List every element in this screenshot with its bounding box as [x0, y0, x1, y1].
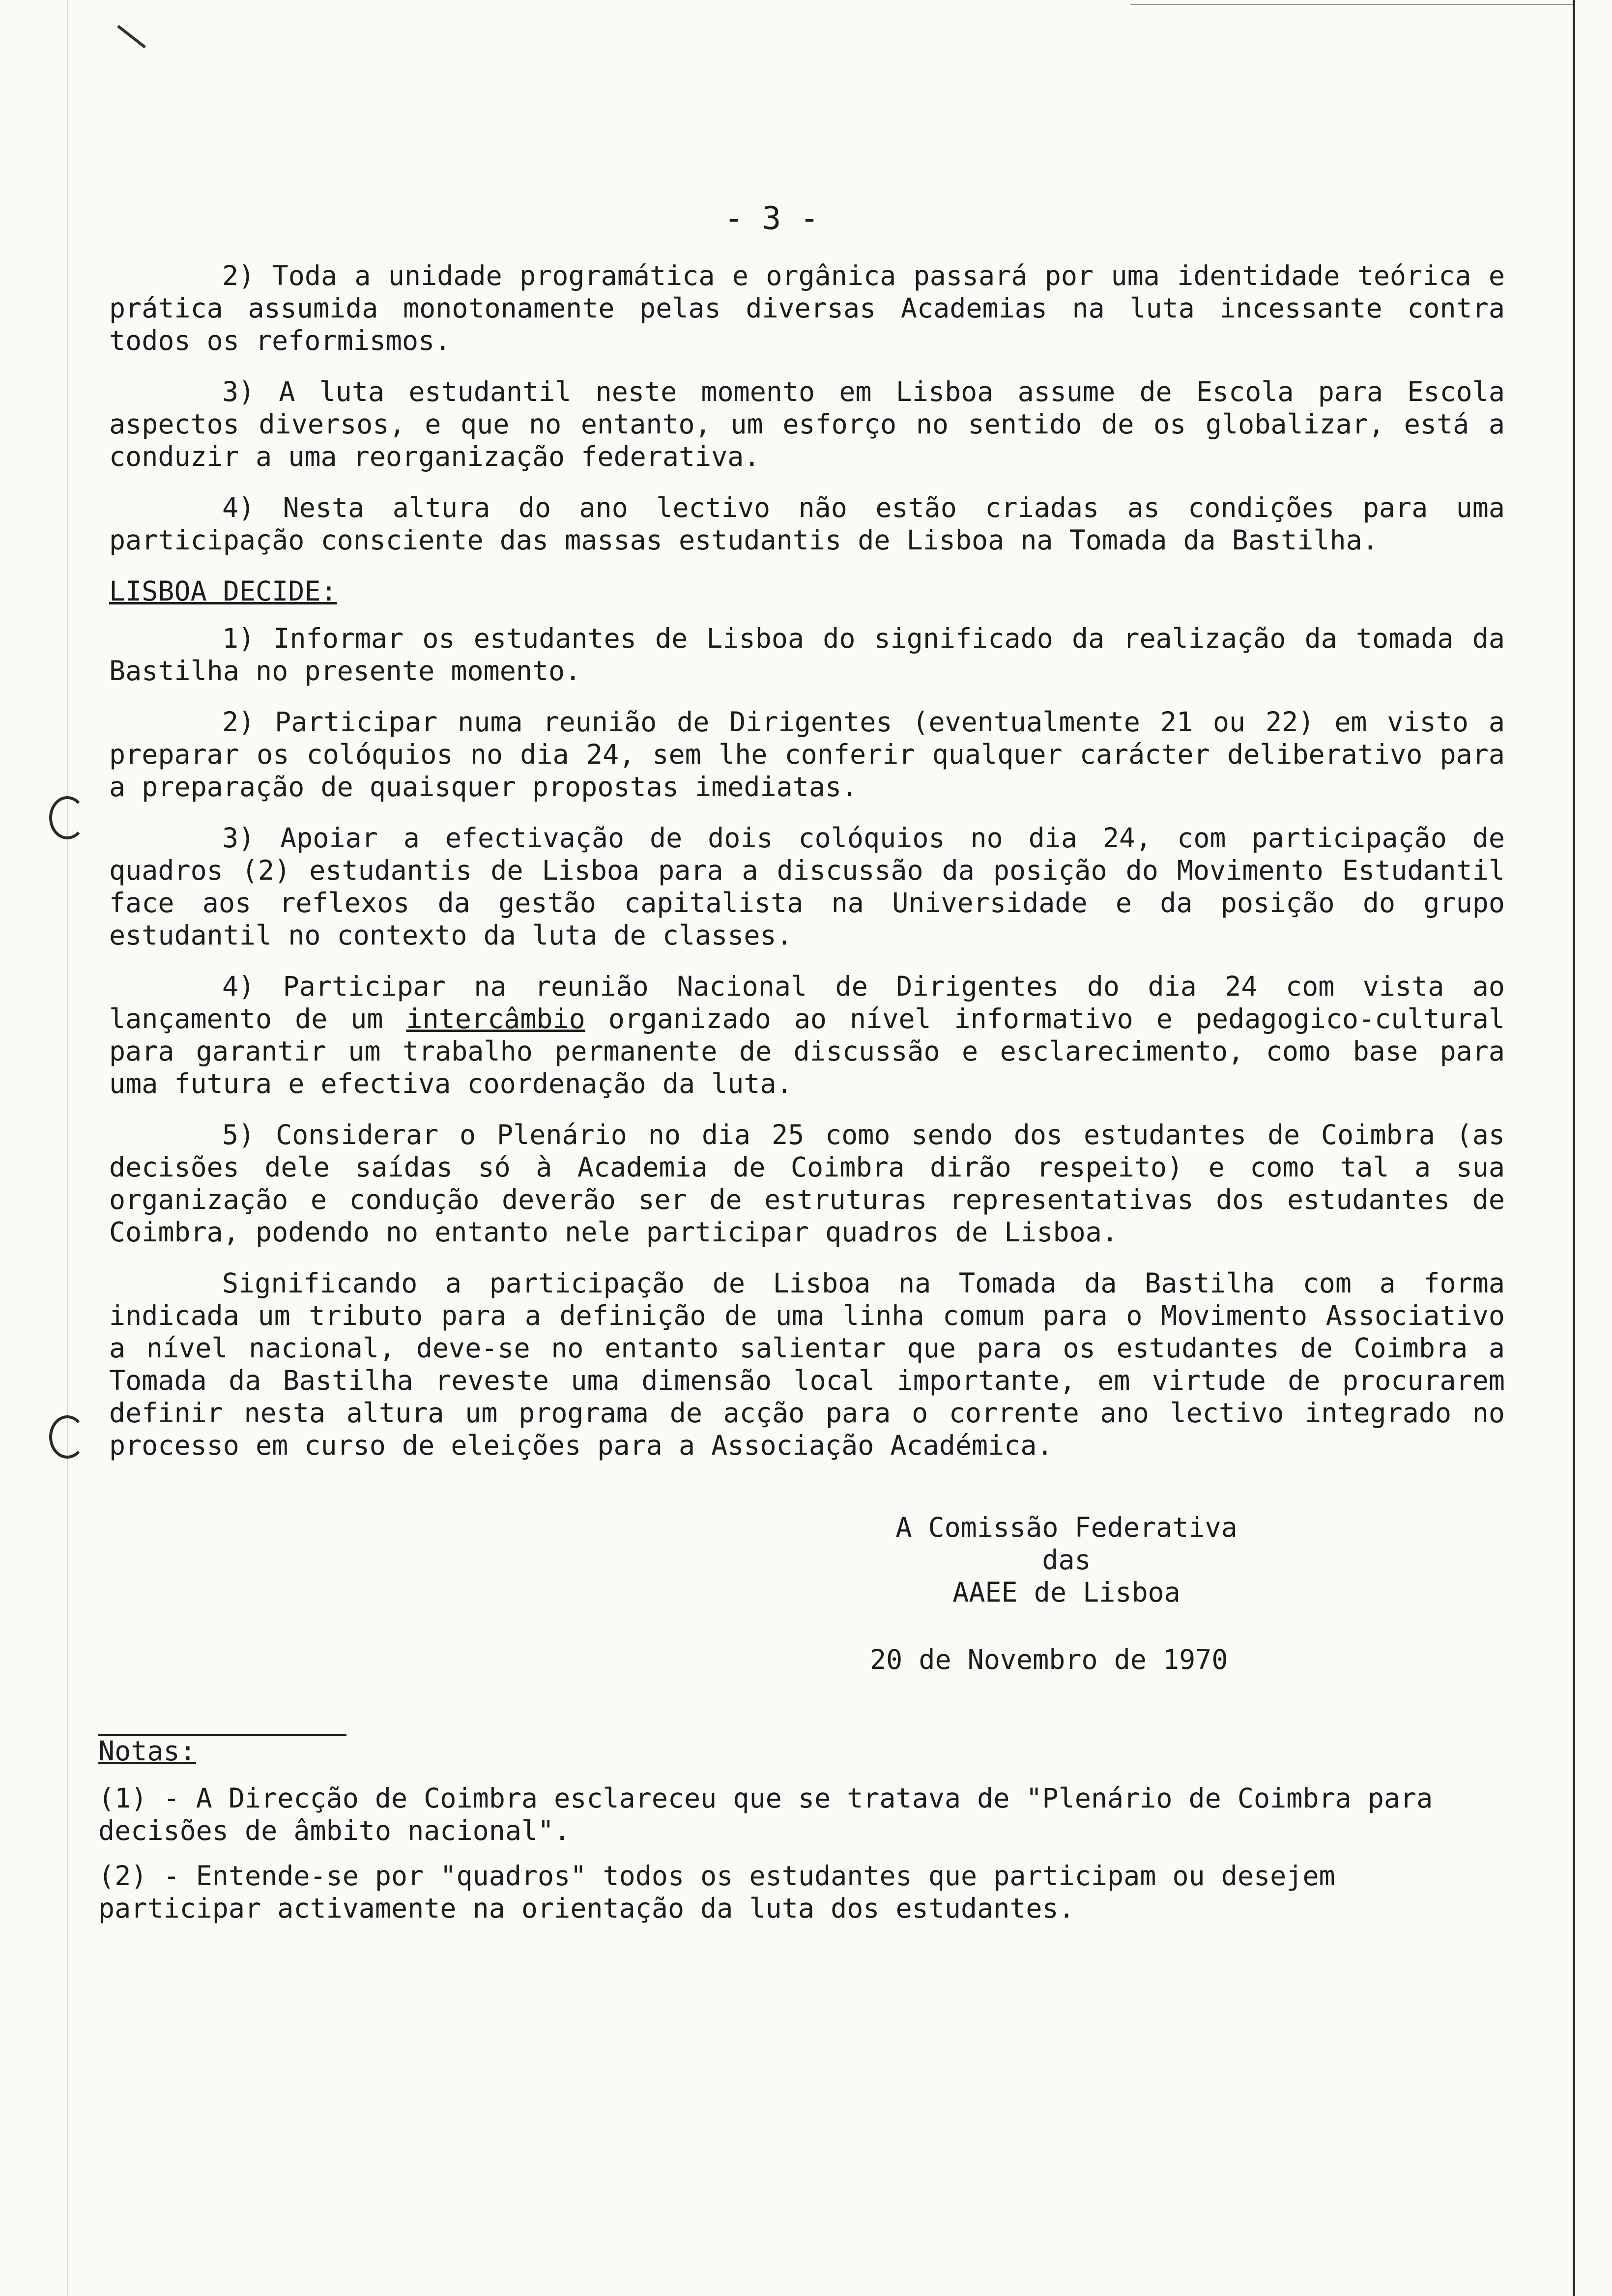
paragraph: 2) Toda a unidade programática e orgânica passará por uma identidade teórica e prática assumida monotonamente pelas diversas Academias na luta incessante contra todos os reformismos. — [109, 260, 1505, 356]
notes-section — [98, 1735, 1509, 1937]
decision-item: 1) Informar os estudantes de Lisboa do significado da realização da tomada da Bastilha no presente momento. — [109, 623, 1505, 687]
notes-title: Notas: — [98, 1735, 196, 1767]
footnote: (1) - A Direcção de Coimbra esclareceu que se tratava de "Plenário de Coimbra para decisões de âmbito nacional". — [98, 1782, 1433, 1846]
body-text — [109, 259, 1505, 1480]
document-date: 20 de Novembro de 1970 — [870, 1644, 1228, 1675]
paragraph: 3) A luta estudantil neste momento em Lisboa assume de Escola para Escola aspectos diversos, e que no entanto, um esforço no sentido de os globalizar, está a conduzir a uma reorganização federativa. — [109, 376, 1505, 472]
signature-line: AAEE de Lisboa — [952, 1577, 1180, 1608]
decision-item — [109, 970, 1505, 1100]
page-number: - 3 - — [724, 201, 819, 237]
footnote: (2) - Entende-se por "quadros" todos os estudantes que participam ou desejem participar activamente na orientação da luta dos estudantes. — [98, 1860, 1335, 1924]
decision-item: 2) Participar numa reunião de Dirigentes (eventualmente 21 ou 22) em visto a preparar os colóquios no dia 24, sem lhe conferir qualquer carácter deliberativo para a preparação de quaisquer propostas imediatas. — [109, 706, 1505, 803]
signature-line: das — [1042, 1544, 1091, 1576]
paragraph: 4) Nesta altura do ano lectivo não estão criadas as condições para uma participação consciente das massas estudantis de Lisboa na Tomada da Bastilha. — [109, 492, 1505, 556]
page-edge-right — [1573, 0, 1575, 2296]
closing-paragraph: Significando a participação de Lisboa na Tomada da Bastilha com a forma indicada um tributo para a definição de uma linha comum para o Movimento Associativo a nível nacional, deve-se no entanto salientar que para os estudantes de Coimbra a Tomada da Bastilha reveste uma dimensão local importante, em virtude de procurarem definir nesta altura um programa de acção para o corrente ano lectivo integrado no processo em curso de eleições para a Associação Académica. — [109, 1267, 1505, 1461]
decision-item: 3) Apoiar a efectivação de dois colóquios no dia 24, com participação de quadros (2) estudantis de Lisboa para a discussão da posição do Movimento Estudantil face aos reflexos da gestão capitalista na Universidade e da posição do grupo estudantil no contexto da luta de classes. — [109, 822, 1505, 951]
section-heading: LISBOA DECIDE: — [109, 575, 337, 607]
corner-mark — [117, 25, 146, 49]
page-edge-top — [1130, 4, 1573, 5]
punch-hole-mark — [49, 796, 86, 839]
decision-text: organizado ao nível informativo e pedagogico-cultural para garantir um trabalho permanente de discussão e esclarecimento, como base para uma futura e efectiva coordenação da luta. — [109, 1003, 1505, 1099]
decision-text: 4) Participar na reunião Nacional de Dirigentes do dia 24 com vista ao lançamento de um — [109, 971, 1505, 1034]
decision-item: 5) Considerar o Plenário no dia 25 como sendo dos estudantes de Coimbra (as decisões dele saídas só à Academia de Coimbra dirão respeito) e como tal a sua organização e condução deverão ser de estruturas representativas dos estudantes de Coimbra, podendo no entanto nele participar quadros de Lisboa. — [109, 1119, 1505, 1248]
signature-line: A Comissão Federativa — [895, 1512, 1238, 1543]
signature-block — [821, 1511, 1312, 1608]
underlined-term: intercâmbio — [406, 1003, 585, 1034]
page-edge-left — [67, 0, 68, 2296]
punch-hole-mark — [49, 1415, 86, 1459]
